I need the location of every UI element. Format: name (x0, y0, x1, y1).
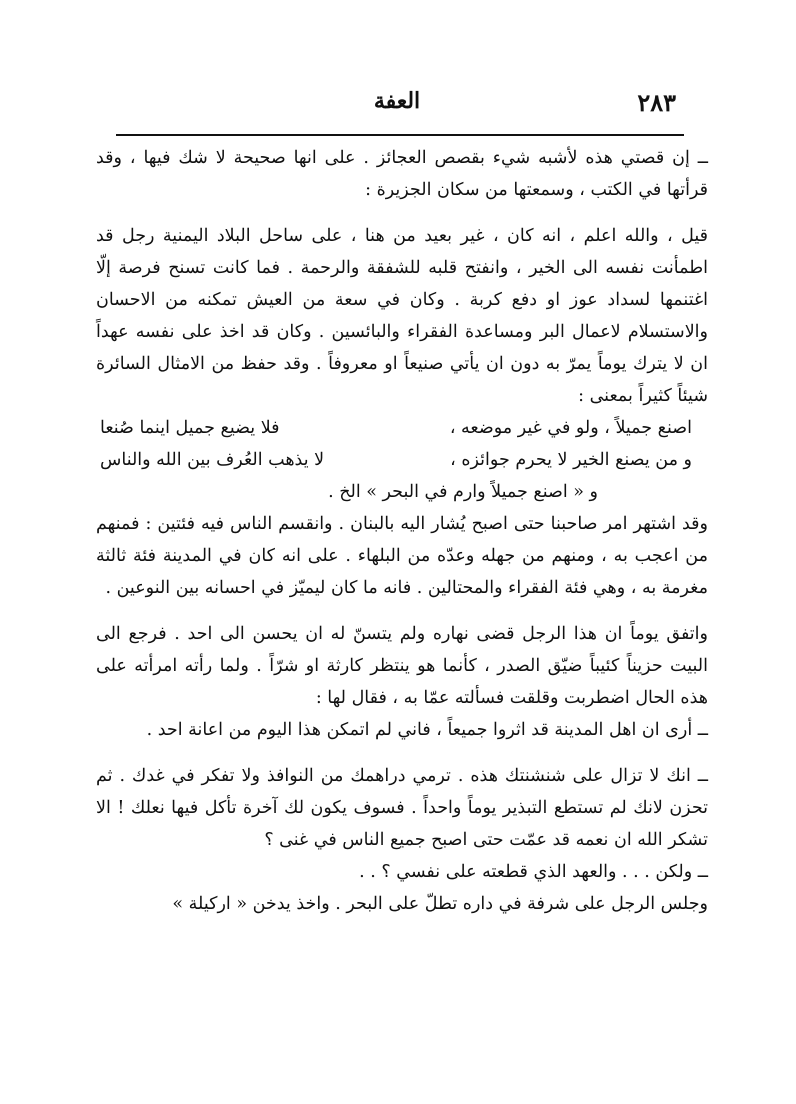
paragraph-7: ــ ولكن . . . والعهد الذي قطعته على نفسي ؟ . . (359, 862, 708, 882)
page-body (96, 142, 708, 920)
paragraph-4: واتفق يوماً ان هذا الرجل قضى نهاره ولم يتسنّ له ان يحسن الى احد . فرجع الى البيت حزيناً كئيباً ضيّق الصدر ، كأنما هو ينتظر كارثة او شرّاً . ولما رأته امرأته على هذه الحال اضطربت وقلقت فسألته عمّا به ، فقال لها : (96, 624, 708, 708)
header-rule (116, 134, 684, 136)
verse-1-second-hemistich: فلا يضيع جميل اينما صُنعا (100, 418, 280, 438)
spacer (96, 206, 708, 220)
verse-line-1 (96, 412, 708, 444)
verse-1-first-hemistich: اصنع جميلاً ، ولو في غير موضعه ، (449, 418, 692, 438)
paragraph-1: ــ إن قصتي هذه لأشبه شيء بقصص العجائز . على انها صحيحة لا شك فيها ، وقد قرأتها في الكتب ، وسمعتها من سكان الجزيرة : (96, 148, 708, 200)
paragraph-2: قيل ، والله اعلم ، انه كان ، غير بعيد من هنا ، على ساحل البلاد اليمنية رجل قد اطمأنت نفسه الى الخير ، وانفتح قلبه للشفقة والرحمة . فما كانت تسنح فرصة إلّا اغتنمها لسداد عوز او دفع كربة . وكان في سعة من العيش تمكنه من الاحسان والاستسلام لاعمال البر ومساعدة الفقراء والبائسين . وكان قد اخذ على نفسه عهداً ان لا يترك يوماً يمرّ به دون ان يأتي صنيعاً او معروفاً . وقد حفظ من الامثال السائرة شيئاً كثيراً بمعنى : (96, 226, 708, 406)
verse-2-first-hemistich: و من يصنع الخير لا يحرم جوائزه ، (450, 450, 692, 470)
spacer (96, 604, 708, 618)
paragraph-6: ــ انك لا تزال على شنشنتك هذه . ترمي دراهمك من النوافذ ولا تفكر في غدك . ثم تحزن لانك لم تستطع التبذير يوماً واحداً . فسوف يكون لك آخرة تأكل فيها نعلك ! الا تشكر الله ان نعمه قد عمّت حتى اصبح جميع الناس في غنى ؟ (96, 766, 708, 850)
running-title: العفة (373, 88, 421, 114)
paragraph-8: وجلس الرجل على شرفة في داره تطلّ على البحر . واخذ يدخن « اركيلة » (172, 894, 708, 914)
verse-line-2 (96, 444, 708, 476)
paragraph-5: ــ أرى ان اهل المدينة قد اثروا جميعاً ، فاني لم اتمكن هذا اليوم من اعانة احد . (146, 720, 708, 740)
page-header (112, 86, 682, 126)
page-number: ٢٨٣ (637, 88, 676, 117)
paragraph-3: وقد اشتهر امر صاحبنا حتى اصبح يُشار اليه بالبنان . وانقسم الناس فيه فئتين : فمنهم من اعجب به ، ومنهم من جهله وعدّه من البلهاء . على انه كان في المدينة فئة ثالثة مغرمة به ، وهي فئة الفقراء والمحتالين . فانه ما كان ليميّز في احسانه بين النوعين . (96, 514, 708, 598)
spacer (96, 746, 708, 760)
proverb-line: و « اصنع جميلاً وارم في البحر » الخ . (328, 482, 598, 502)
verse-2-second-hemistich: لا يذهب العُرف بين الله والناس (100, 450, 325, 470)
